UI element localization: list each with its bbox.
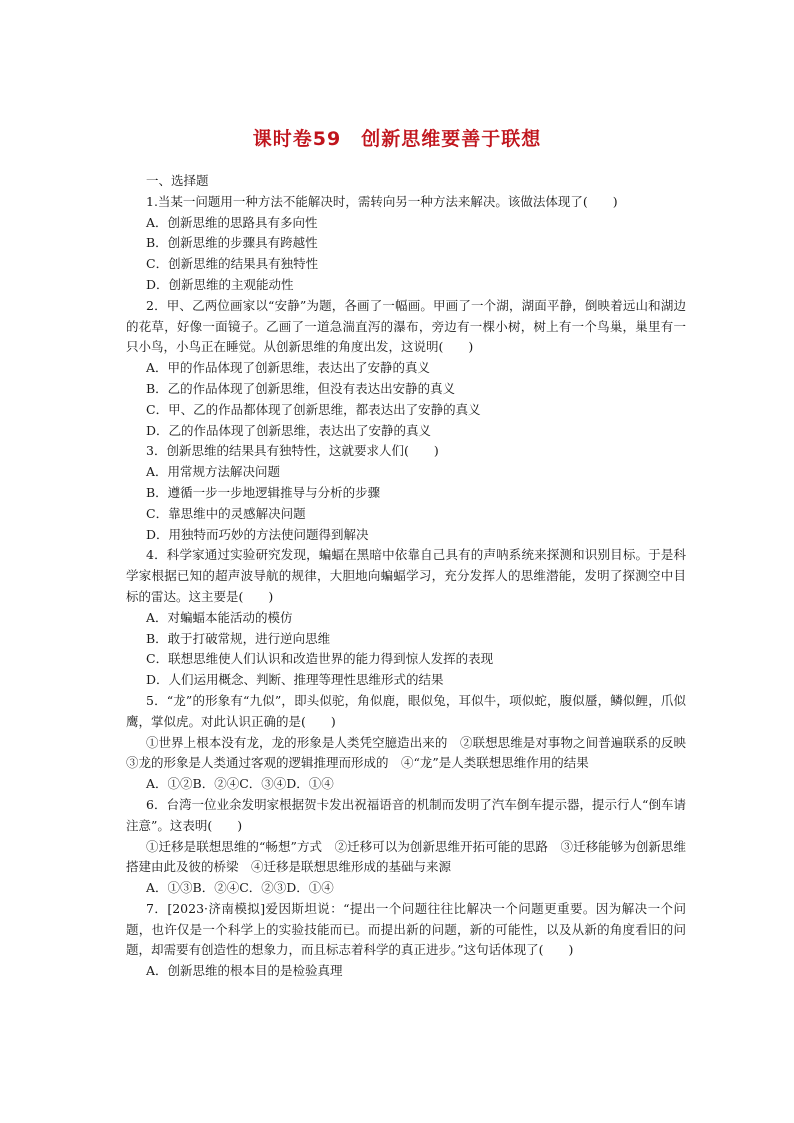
- question-content: [126, 171, 699, 982]
- answer-option: D．用独特而巧妙的方法使问题得到解决: [146, 526, 369, 542]
- section-heading: 一、选择题: [146, 173, 209, 188]
- answer-option: A．创新思维的思路具有多向性: [146, 214, 318, 230]
- question-stem: 7．[2023·济南模拟]爱因斯坦说：“提出一个问题往往比解决一个问题更重要。因为解决一个问题，也许仅是一个科学上的实验技能而已。而提出新的问题，新的可能性，以及从新的角度看旧的问题，却需要有创造性的想象力，而且标志着科学的真正进步。”这句话体现了( ): [126, 900, 686, 958]
- answer-option: B．创新思维的步骤具有跨越性: [146, 235, 318, 251]
- answer-option: C．创新思维的结果具有独特性: [146, 256, 319, 272]
- answer-choices: A．①②B．②④C．③④D．①④: [146, 776, 334, 792]
- answer-option: B．遵循一步一步地逻辑推导与分析的步骤: [146, 484, 381, 500]
- question-statements: ①迁移是联想思维的“畅想”方式 ②迁移可以为创新思维开拓可能的思路 ③迁移能够为创新思维搭建由此及彼的桥梁 ④迁移是联想思维形成的基础与来源: [126, 838, 686, 875]
- question-stem: 6．台湾一位业余发明家根据贺卡发出祝福语音的机制而发明了汽车倒车提示器，提示行人“倒车请注意”。这表明( ): [126, 796, 686, 833]
- question-stem: 5．“龙”的形象有“九似”，即头似驼，角似鹿，眼似兔，耳似牛，项似蛇，腹似蜃，鳞似鲤，爪似鹰，掌似虎。对此认识正确的是( ): [126, 692, 686, 729]
- question-statements: ①世界上根本没有龙，龙的形象是人类凭空臆造出来的 ②联想思维是对事物之间普遍联系的反映 ③龙的形象是人类通过客观的逻辑推理而形成的 ④“龙”是人类联想思维作用的结果: [126, 734, 699, 771]
- answer-option: D．创新思维的主观能动性: [146, 276, 294, 292]
- answer-option: B．乙的作品体现了创新思维，但没有表达出安静的真义: [146, 380, 456, 396]
- page-title: 课时卷59 创新思维要善于联想: [252, 128, 542, 150]
- answer-option: D．人们运用概念、判断、推理等理性思维形式的结果: [146, 672, 444, 688]
- answer-choices: A．①③B．②④C．②③D．①④: [146, 880, 334, 896]
- answer-option: A．对蝙蝠本能活动的模仿: [146, 609, 293, 625]
- question-stem: 4．科学家通过实验研究发现，蝙蝠在黑暗中依靠自己具有的声呐系统来探测和识别目标。于是科学家根据已知的超声波导航的规律，大胆地向蝙蝠学习，充分发挥人的思维潜能，发明了探测空中目标的雷达。这主要是( ): [126, 547, 686, 604]
- question-stem: 1.当某一问题用一种方法不能解决时，需转向另一种方法来解决。该做法体现了( ): [146, 193, 618, 209]
- answer-option: C．甲、乙的作品都体现了创新思维，都表达出了安静的真义: [146, 401, 481, 417]
- answer-option: A．创新思维的根本目的是检验真理: [146, 963, 343, 979]
- answer-option: C．靠思维中的灵感解决问题: [146, 505, 306, 521]
- answer-option: A．用常规方法解决问题: [146, 464, 281, 480]
- answer-option: A．甲的作品体现了创新思维，表达出了安静的真义: [146, 360, 431, 376]
- answer-option: C．联想思维使人们认识和改造世界的能力得到惊人发挥的表现: [146, 651, 494, 667]
- answer-option: B．敢于打破常规，进行逆向思维: [146, 630, 331, 646]
- question-stem: 2．甲、乙两位画家以“安静”为题，各画了一幅画。甲画了一个湖，湖面平静，倒映着远山和湖边的花草，好像一面镜子。乙画了一道急湍直泻的瀑布，旁边有一棵小树，树上有一个鸟巢，巢里有一只小鸟，小鸟正在睡觉。从创新思维的角度出发，这说明( ): [126, 297, 686, 355]
- answer-option: D．乙的作品体现了创新思维，表达出了安静的真义: [146, 422, 432, 438]
- question-stem: 3．创新思维的结果具有独特性，这就要求人们( ): [146, 443, 439, 459]
